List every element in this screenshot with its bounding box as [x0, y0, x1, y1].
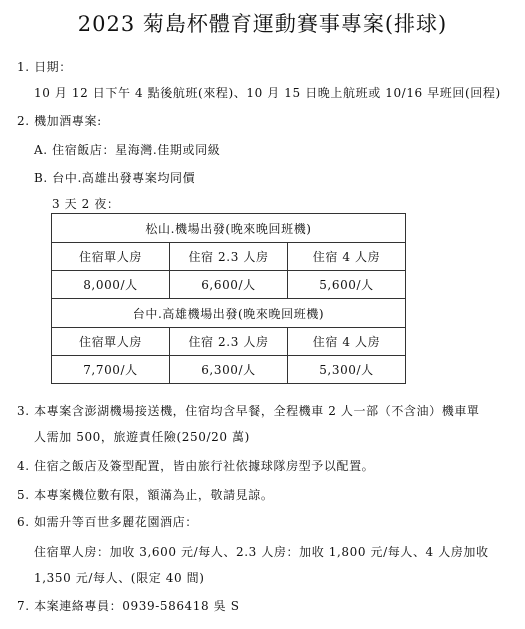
- section-2-item-a: A. 住宿飯店：星海灣.佳期或同級: [34, 143, 221, 157]
- table-row: [52, 271, 406, 299]
- price-block-1-header: 松山.機場出發(晚來晚回班機): [52, 214, 406, 243]
- table-row: [52, 243, 406, 271]
- section-2-item-b: B. 台中.高雄出發專案均同價: [34, 171, 196, 185]
- table-row: [52, 356, 406, 384]
- price-cell: 7,700/人: [52, 356, 170, 384]
- section-6-line-2: 1,350 元/每人、(限定 40 間): [34, 571, 205, 585]
- section-1-dates: 10 月 12 日下午 4 點後航班(來程)、10 月 15 日晚上航班或 10/16 早班回(回程): [34, 86, 501, 100]
- section-6-line-1: 住宿單人房：加收 3,600 元/每人、2.3 人房：加收 1,800 元/每人、4 人房加收: [34, 545, 489, 559]
- section-4-text: 4. 住宿之飯店及簽型配置，皆由旅行社依據球隊房型予以配置。: [17, 459, 375, 473]
- table-row: [52, 214, 406, 243]
- section-2-nights: 3 天 2 夜：: [52, 197, 120, 211]
- price-cell: 5,300/人: [288, 356, 406, 384]
- price-column-label: 住宿單人房: [52, 328, 170, 356]
- section-2-heading: 2. 機加酒專案:: [17, 114, 102, 128]
- section-6-heading: 6. 如需升等百世多麗花園酒店：: [17, 515, 198, 529]
- price-cell: 6,300/人: [170, 356, 288, 384]
- price-cell: 8,000/人: [52, 271, 170, 299]
- section-3-line-2: 人需加 500，旅遊責任險(250/20 萬): [34, 430, 250, 444]
- section-3-line-1: 3. 本專案含澎湖機場接送機，住宿均含早餐，全程機車 2 人一部（不含油）機車單: [17, 404, 480, 418]
- price-cell: 6,600/人: [170, 271, 288, 299]
- price-column-label: 住宿 4 人房: [288, 243, 406, 271]
- price-block-2-header: 台中.高雄機場出發(晚來晚回班機): [52, 299, 406, 328]
- price-column-label: 住宿單人房: [52, 243, 170, 271]
- section-7-contact: 7. 本案連絡專員：0939-586418 吳 S: [17, 599, 240, 613]
- table-row: [52, 299, 406, 328]
- price-cell: 5,600/人: [288, 271, 406, 299]
- price-column-label: 住宿 2.3 人房: [170, 328, 288, 356]
- price-table: [51, 213, 406, 384]
- page-title: 2023 菊島杯體育運動賽事專案(排球): [77, 12, 448, 36]
- price-column-label: 住宿 4 人房: [288, 328, 406, 356]
- price-column-label: 住宿 2.3 人房: [170, 243, 288, 271]
- section-1-heading: 1. 日期：: [17, 60, 72, 74]
- table-row: [52, 328, 406, 356]
- section-5-text: 5. 本專案機位數有限，額滿為止，敬請見諒。: [17, 488, 274, 502]
